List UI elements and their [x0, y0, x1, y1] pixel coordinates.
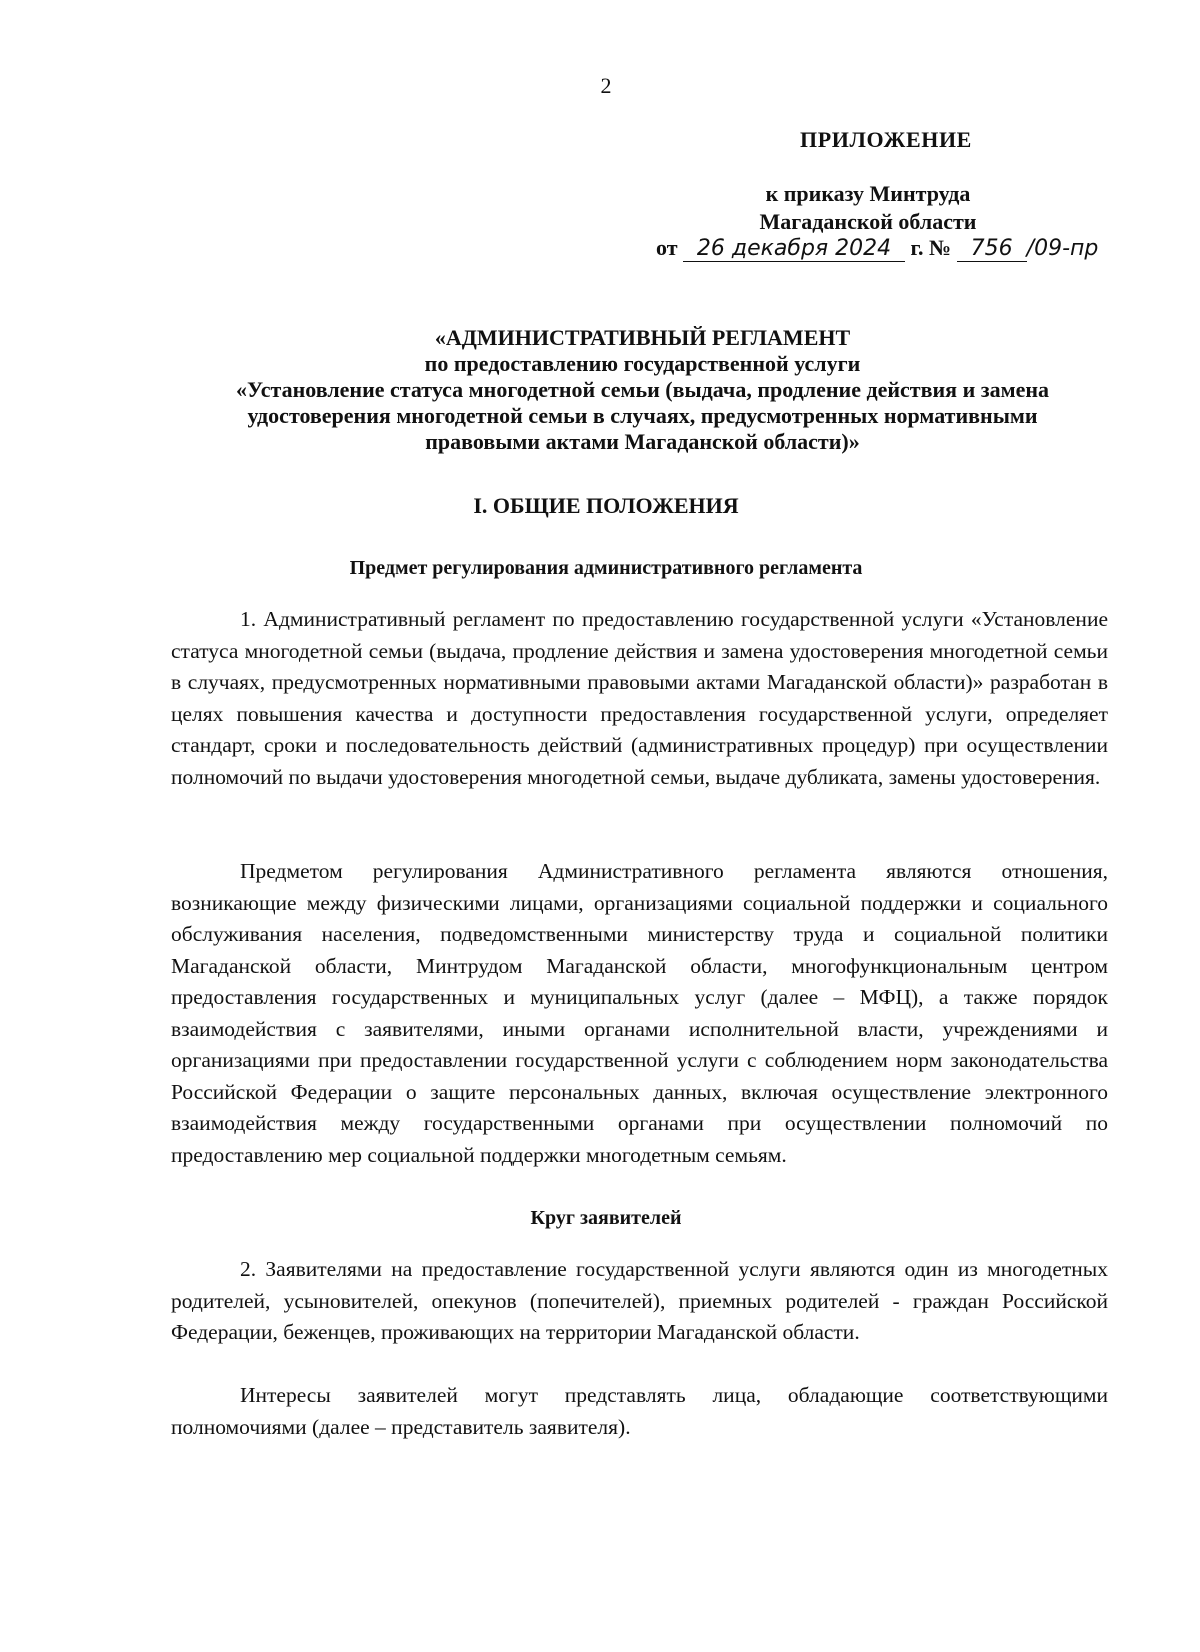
regulation-title-line4: удостоверения многодетной семьи в случаях, предусмотренных нормативными — [247, 403, 1038, 428]
regulation-title — [170, 325, 1115, 455]
regulation-title-line3: «Установление статуса многодетной семьи (выдача, продление действия и замена — [235, 377, 1050, 402]
appendix-title: ПРИЛОЖЕНИЕ — [800, 127, 972, 152]
order-number-label: г. № — [910, 235, 952, 260]
paragraph-2: Предметом регулирования Административного регламента являются отношения, возникающие между физическими лицами, организациями социальной поддержки и социального обслуживания населения, подведомственными министерству труда и социальной политики Магаданской области, Минтрудом Магаданской области, многофункциональным центром предоставления государственных и муниципальных услуг (далее – МФЦ), а также порядок взаимодействия с заявителями, иными органами исполнительной власти, учреждениями и организациями при предоставлении государственной услуги с соблюдением норм законодательства Российской Федерации о защите персональных данных, включая осуществление электронного взаимодействия между государственными органами при осуществлении полномочий по предоставлению мер социальной поддержки многодетным семьям. — [171, 859, 1108, 1167]
order-reference-line2: Магаданской области — [759, 209, 977, 234]
order-prefix: от — [656, 235, 678, 260]
paragraph-1: 1. Административный регламент по предоставлению государственной услуги «Установление статуса многодетной семьи (выдача, продление действия и замена удостоверения многодетной семьи в случаях, предусмотренных нормативными правовыми актами Магаданской области)» разработан в целях повышения качества и доступности предоставления государственной услуги, определяет стандарт, сроки и последовательность действий (административных процедур) при осуществлении полномочий по выдачи удостоверения многодетной семьи, выдаче дубликата, замены удостоверения. — [171, 607, 1108, 789]
page-number: 2 — [600, 73, 612, 98]
paragraph-3: 2. Заявителями на предоставление государственной услуги являются один из многодетных родителей, усыновителей, опекунов (попечителей), приемных родителей - граждан Российской Федерации, беженцев, проживающих на территории Магаданской области. — [171, 1257, 1108, 1344]
order-date-number-line — [656, 235, 1098, 262]
subsection-heading-applicants: Круг заявителей — [530, 1207, 682, 1229]
section-title: I. ОБЩИЕ ПОЛОЖЕНИЯ — [473, 493, 739, 518]
order-reference-line1: к приказу Минтруда — [765, 181, 971, 206]
regulation-title-line5: правовыми актами Магаданской области)» — [425, 429, 860, 454]
subsection-heading-subject: Предмет регулирования административного регламента — [349, 557, 863, 579]
handwritten-order-number: 756 — [957, 237, 1027, 262]
paragraph-4: Интересы заявителей могут представлять лица, обладающие соответствующими полномочиями (далее – представитель заявителя). — [171, 1383, 1108, 1439]
order-reference — [752, 180, 984, 236]
handwritten-order-date: 26 декабря 2024 — [683, 237, 905, 262]
regulation-title-line1: «АДМИНИСТРАТИВНЫЙ РЕГЛАМЕНТ — [434, 325, 851, 350]
regulation-title-line2: по предоставлению государственной услуги — [424, 351, 861, 376]
handwritten-order-suffix: /09-пр — [1026, 236, 1099, 261]
